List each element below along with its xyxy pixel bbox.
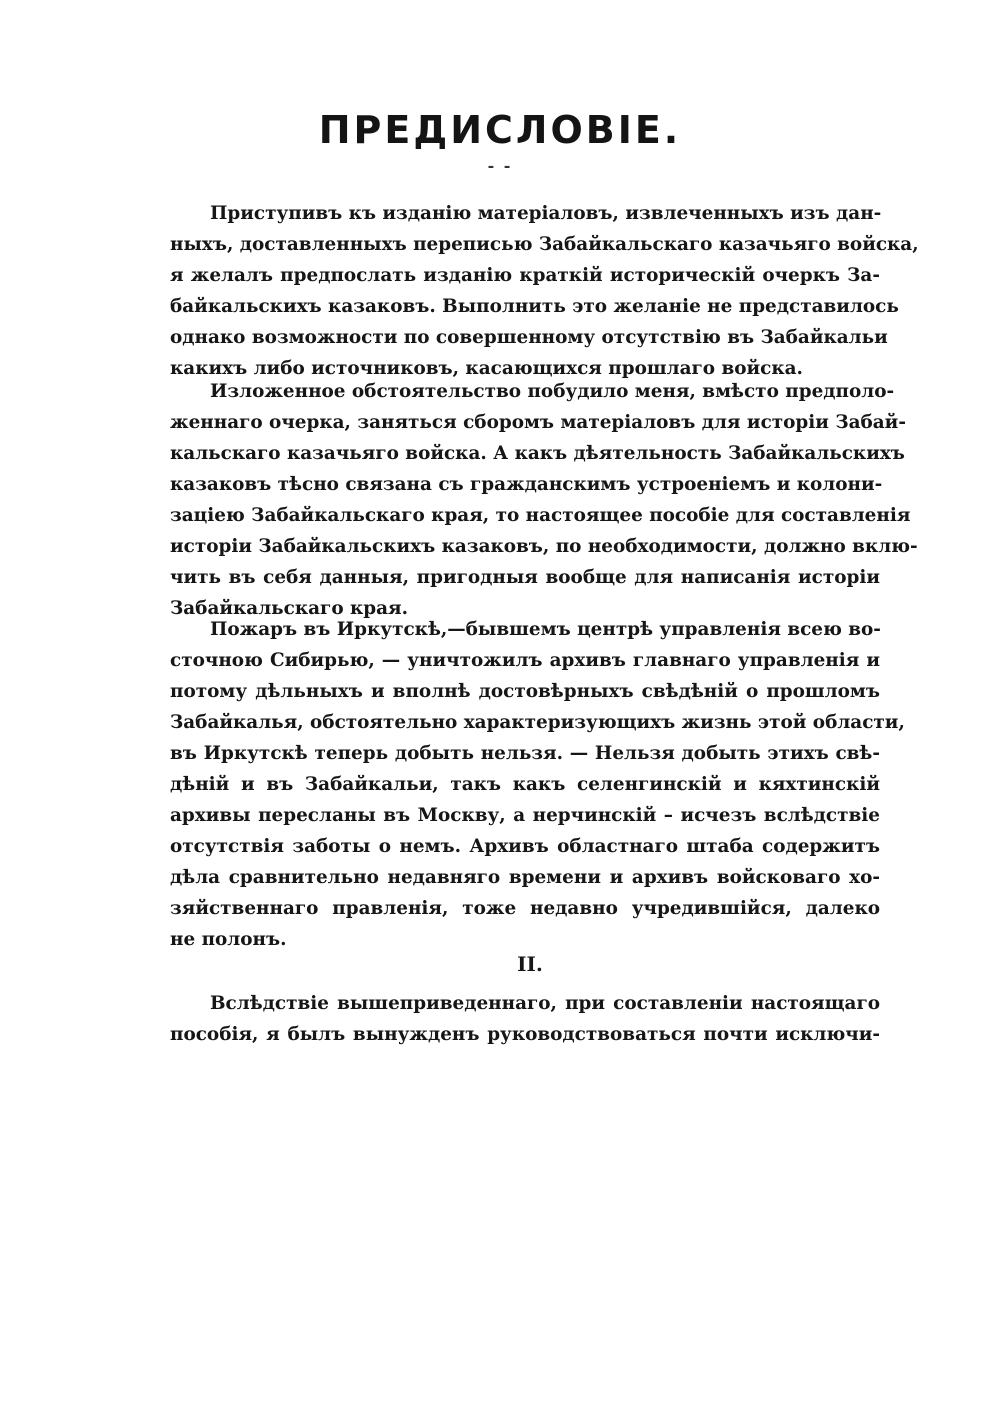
paragraph-line: сточною Сибирью, — уничтожилъ архивъ главнаго управленія и xyxy=(170,650,880,671)
paragraph-1 xyxy=(170,198,919,384)
paragraph-line: казаковъ тѣсно связана съ гражданскимъ устроеніемъ и колони- xyxy=(170,474,883,495)
paragraph-line: Забайкальскаго края. xyxy=(170,598,409,619)
section-two-paragraph xyxy=(170,988,880,1050)
paragraph-line: дѣній и въ Забайкальи, такъ какъ селенгинскій и кяхтинскій xyxy=(170,774,880,795)
paragraph-line: однако возможности по совершенному отсутствію въ Забайкальи xyxy=(170,327,888,348)
paragraph-line: не полонъ. xyxy=(170,929,287,950)
paragraph-line: Приступивъ къ изданію матеріаловъ, извлеченныхъ изъ дан- xyxy=(210,203,882,224)
page-title: ПРЕДИСЛОВІЕ. xyxy=(318,108,682,152)
paragraph-3 xyxy=(170,614,905,955)
paragraph-line: исторіи Забайкальскихъ казаковъ, по необходимости, должно вклю- xyxy=(170,536,918,557)
paragraph-line: Изложенное обстоятельство побудило меня, вмѣсто предполо- xyxy=(210,381,895,402)
paragraph-line: зяйственнаго правленія, тоже недавно учредившійся, далеко xyxy=(170,898,880,919)
paragraph-line: какихъ либо источниковъ, касающихся прошлаго войска. xyxy=(170,358,803,379)
title-rule: - - xyxy=(487,156,513,175)
paragraph-line: заціею Забайкальскаго края, то настоящее пособіе для составленія xyxy=(170,505,911,526)
paragraph-line: Забайкалья, обстоятельно характеризующихъ жизнь этой области, xyxy=(170,712,905,733)
paragraph-line: байкальскихъ казаковъ. Выполнить это желаніе не представилось xyxy=(170,296,899,317)
paragraph-line: Вслѣдствіе вышеприведеннаго, при составленіи настоящаго xyxy=(210,993,880,1014)
paragraph-line: архивы пересланы въ Москву, а нерчинскій – исчезъ вслѣдствіе xyxy=(170,805,880,826)
section-number: II. xyxy=(517,952,543,976)
paragraph-line: кальскаго казачьяго войска. А какъ дѣятельность Забайкальскихъ xyxy=(170,443,905,464)
paragraph-2 xyxy=(170,376,918,624)
paragraph-line: ныхъ, доставленныхъ переписью Забайкальскаго казачьяго войска, xyxy=(170,234,919,255)
paragraph-line: женнаго очерка, заняться сборомъ матеріаловъ для исторіи Забай- xyxy=(170,412,906,433)
paragraph-line: потому дѣльныхъ и вполнѣ достовѣрныхъ свѣдѣній о прошломъ xyxy=(170,681,880,702)
paragraph-line: чить въ себя данныя, пригодныя вообще для написанія исторіи xyxy=(170,567,880,588)
paragraph-line: я желалъ предпослать изданію краткій историческій очеркъ За- xyxy=(170,265,880,286)
paragraph-line: отсутствія заботы о немъ. Архивъ областнаго штаба содержитъ xyxy=(170,836,880,857)
paragraph-line: въ Иркутскѣ теперь добыть нельзя. — Нельзя добыть этихъ свѣ- xyxy=(170,743,880,764)
paragraph-line: Пожаръ въ Иркутскѣ,—бывшемъ центрѣ управленія всею во- xyxy=(210,619,881,640)
paragraph-line: пособія, я былъ вынужденъ руководствоваться почти исключи- xyxy=(170,1024,880,1045)
paragraph-line: дѣла сравнительно недавняго времени и архивъ войсковаго хо- xyxy=(170,867,880,888)
